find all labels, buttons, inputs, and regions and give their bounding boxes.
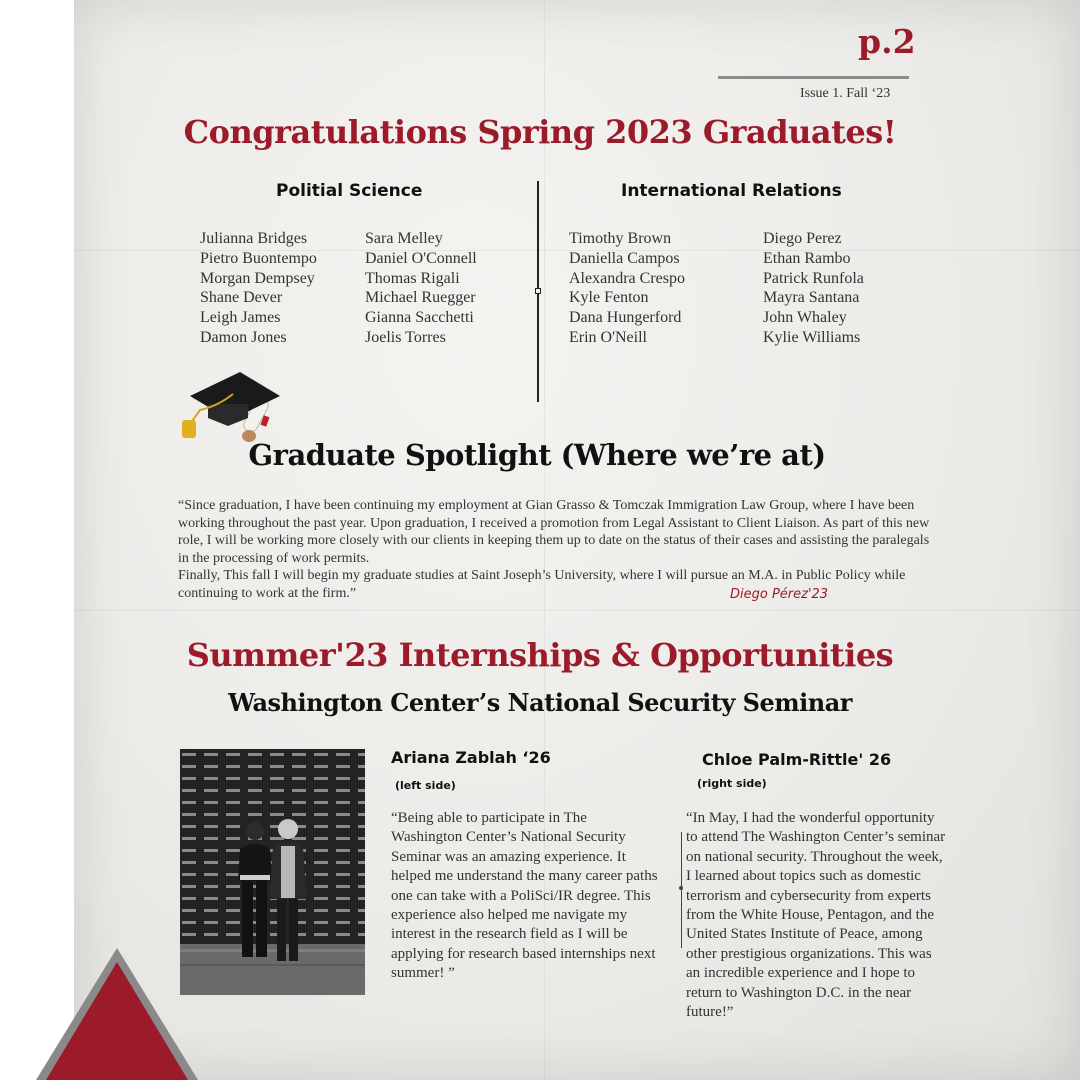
left-side-label: (left side): [395, 779, 456, 792]
quote-bar: [681, 832, 682, 948]
internships-title: Summer'23 Internships & Opportunities: [186, 636, 894, 674]
column-divider-dot: [535, 288, 541, 294]
graduate-name: Kyle Fenton: [569, 289, 649, 307]
left-student-quote: “Being able to participate in The Washington Center’s National Security Seminar was an amazing experience. It helped me understand the many career paths one can take with a PoliSci/IR degree. This experience also helped me navigate my interest in the research field as I will be applying for research based internships next summer! ”: [391, 810, 658, 982]
ir-names-col1: [569, 229, 685, 348]
graduate-name: Mayra Santana: [763, 289, 860, 307]
left-student-name: Ariana Zablah ‘26: [391, 748, 551, 767]
seminar-photo: [180, 749, 365, 995]
graduate-name: Ethan Rambo: [763, 249, 851, 267]
political-science-heading: Politial Science: [276, 181, 423, 201]
page-number: p.2: [858, 22, 916, 61]
graduate-name: Morgan Dempsey: [200, 269, 315, 287]
spotlight-quote: [178, 497, 943, 602]
spotlight-title: Graduate Spotlight (Where we’re at): [248, 438, 826, 472]
spotlight-paragraph-2: Finally, This fall I will begin my graduate studies at Saint Joseph’s University, where I will pursue an M.A. in Public Policy while continuing to work at the firm.”: [178, 568, 906, 601]
graduate-name: Daniella Campos: [569, 249, 680, 267]
graduate-name: Diego Perez: [763, 230, 842, 247]
graduate-name: Thomas Rigali: [365, 269, 460, 287]
issue-label: Issue 1. Fall ‘23: [800, 86, 891, 101]
paper-crease: [74, 610, 1080, 611]
graduate-name: Shane Dever: [200, 289, 283, 307]
graduate-name: Kylie Williams: [763, 328, 861, 346]
spotlight-paragraph-1: “Since graduation, I have been continuing my employment at Gian Grasso & Tomczak Immigration Law Group, where I have been working throughout the past year. Upon graduation, I received a promotion from Legal Assistant to Client Liaison. As part of this new role, I will be working more closely with our clients in keeping them up to date on the status of their cases and assisting the paralegals in the processing of work permits.: [178, 498, 930, 566]
graduate-name: Erin O'Neill: [569, 328, 647, 346]
graduate-name: Julianna Bridges: [200, 230, 308, 247]
polisci-names-col1: [200, 229, 317, 348]
graduate-name: Timothy Brown: [569, 230, 672, 247]
graduate-name: Dana Hungerford: [569, 309, 682, 327]
internships-subtitle: Washington Center’s National Security Seminar: [228, 688, 852, 717]
graduates-title: Congratulations Spring 2023 Graduates!: [183, 113, 897, 151]
right-student-quote: “In May, I had the wonderful opportunity to attend The Washington Center’s seminar on national security. Throughout the week, I learned about topics such as domestic terrorism and cybersecurity from experts from the White House, Pentagon, and the United States Institute of Peace, among other prestigious organizations. This was an incredible experience and I hope to return to Washington D.C. in the near future!”: [686, 810, 946, 1021]
graduate-name: Daniel O'Connell: [365, 249, 477, 267]
graduate-name: John Whaley: [763, 309, 847, 327]
right-side-label: (right side): [697, 777, 767, 790]
polisci-names-col2: [365, 229, 477, 348]
graduate-name: Pietro Buontempo: [200, 249, 317, 267]
graduate-name: Joelis Torres: [365, 328, 446, 346]
graduate-name: Alexandra Crespo: [569, 269, 685, 287]
graduate-name: Damon Jones: [200, 328, 287, 346]
quote-bar-dot: [679, 886, 683, 890]
graduate-name: Michael Ruegger: [365, 289, 476, 307]
ir-names-col2: [763, 229, 864, 348]
graduate-name: Patrick Runfola: [763, 269, 864, 287]
graduate-name: Sara Melley: [365, 230, 443, 247]
international-relations-heading: International Relations: [621, 181, 842, 201]
spotlight-signature: Diego Pérez'23: [730, 587, 829, 602]
graduate-name: Gianna Sacchetti: [365, 309, 474, 327]
graduate-name: Leigh James: [200, 309, 281, 327]
header-rule: [718, 76, 909, 79]
right-student-name: Chloe Palm-Rittle' 26: [702, 750, 892, 769]
